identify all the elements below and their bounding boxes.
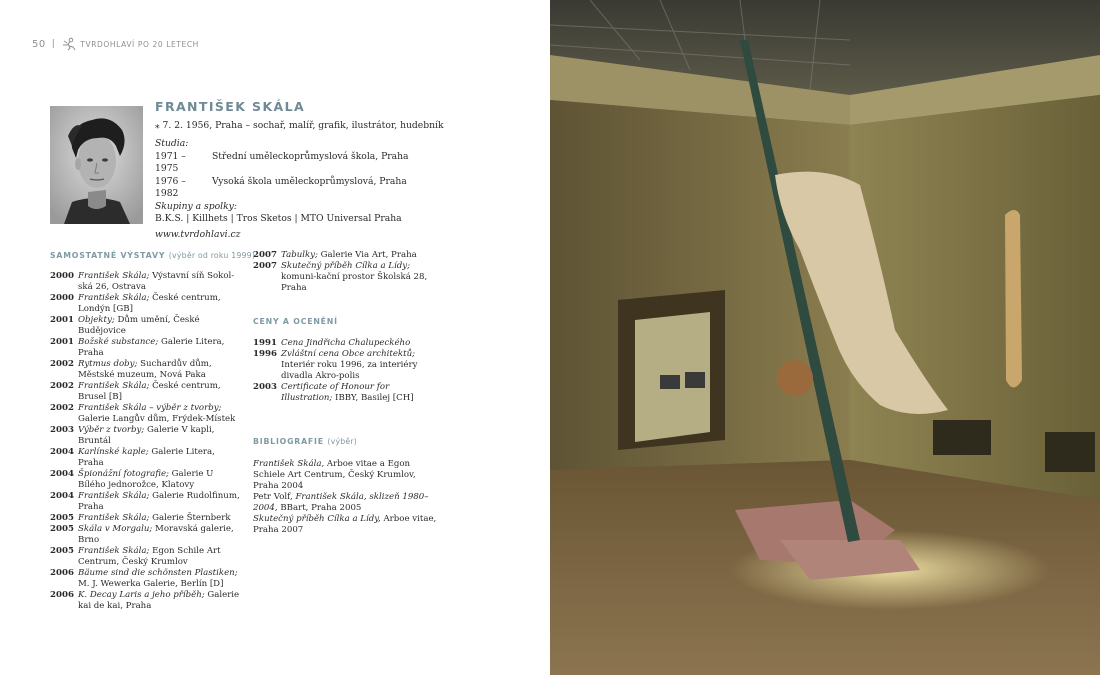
website-link[interactable]: www.tvrdohlavi.cz xyxy=(155,228,241,240)
entry-detail: Galerie Langův dům, Frýdek-Místek xyxy=(78,414,236,424)
list-item xyxy=(50,568,240,590)
running-title: TVRDOHLAVÍ PO 20 LETECH xyxy=(80,39,199,49)
study-years: 1971 – 1975 xyxy=(155,150,186,174)
entry-text xyxy=(78,491,240,513)
entry-detail: Galerie Litera, Praha xyxy=(78,337,225,358)
entry-year: 2004 xyxy=(50,491,74,501)
entry-title: František Skála; xyxy=(78,546,150,556)
entry-year: 2002 xyxy=(50,381,74,391)
entry-title: František Skála; xyxy=(78,271,150,281)
entry-title: Skutečný příběh Cílka a Lídy, xyxy=(253,514,381,524)
solo-exhibitions-heading xyxy=(50,251,255,260)
entry-detail: BBart, Praha 2005 xyxy=(277,503,362,513)
entry-detail: Galerie Rudolfinum, Praha xyxy=(78,491,240,512)
list-item xyxy=(50,447,240,469)
list-item xyxy=(50,491,240,513)
entry-title: Skála v Morgalu; xyxy=(78,524,153,534)
list-item xyxy=(50,524,240,546)
list-item xyxy=(50,359,240,381)
list-item xyxy=(253,459,443,492)
entry-detail: Dům umění, České Budějovice xyxy=(78,315,200,336)
list-item xyxy=(253,338,443,349)
study-school: Vysoká škola uměleckoprůmyslová, Praha xyxy=(212,175,407,187)
entry-text xyxy=(281,382,443,404)
running-figure-logo-icon xyxy=(61,37,77,51)
entry-year: 2001 xyxy=(50,315,74,325)
entry-text xyxy=(78,590,240,612)
gallery-installation-photo xyxy=(550,0,1100,675)
entry-text xyxy=(78,425,240,447)
entry-title: Karlínské kaple; xyxy=(78,447,149,457)
list-item xyxy=(253,349,443,382)
entry-detail: Galerie Litera, Praha xyxy=(78,447,215,468)
page-number: 50 xyxy=(32,38,46,50)
entry-title: Certificate of Honour for Illustration; xyxy=(281,382,390,403)
entry-text xyxy=(281,338,443,349)
entry-title: Bäume sind die schönsten Plastiken; xyxy=(78,568,238,578)
entry-text xyxy=(78,403,240,425)
entry-detail: Výstavní síň Sokol-ská 26, Ostrava xyxy=(78,271,235,292)
entry-year: 2007 xyxy=(253,250,277,260)
entry-year: 2002 xyxy=(50,403,74,413)
list-item xyxy=(50,590,240,612)
list-item xyxy=(253,261,443,294)
entry-detail: komuni-kační prostor Školská 28, Praha xyxy=(281,272,428,293)
entry-text xyxy=(78,568,240,590)
entry-title: František Skála; xyxy=(78,491,150,501)
study-years: 1976 – 1982 xyxy=(155,175,186,199)
entry-year: 2003 xyxy=(50,425,74,435)
entry-title: K. Decay Laris a jeho příběh; xyxy=(78,590,205,600)
entry-year: 2005 xyxy=(50,546,74,556)
solo-heading-sub: (výběr od roku 1999) xyxy=(168,251,256,260)
entry-title: Cena Jindřicha Chalupeckého xyxy=(281,338,411,348)
entry-detail: Arboe vitae, Praha 2007 xyxy=(253,514,437,535)
header-separator: | xyxy=(51,39,56,49)
artist-bio xyxy=(155,101,535,241)
entry-title: František Skála, xyxy=(253,459,325,469)
entry-detail: České centrum, Londýn [GB] xyxy=(78,293,221,314)
entry-year: 2005 xyxy=(50,513,74,523)
entry-year: 2005 xyxy=(50,524,74,534)
entry-text xyxy=(78,293,240,315)
entry-year: 2003 xyxy=(253,382,277,392)
entry-title: František Skála; xyxy=(78,381,150,391)
awards-heading xyxy=(253,317,338,326)
entry-detail: Galerie kai de kai, Praha xyxy=(78,590,240,611)
bibliography-list xyxy=(253,459,443,536)
solo-exhibitions-list-continued xyxy=(253,250,443,294)
list-item xyxy=(50,271,240,293)
entry-title: Objekty; xyxy=(78,315,115,325)
list-item xyxy=(50,293,240,315)
list-item xyxy=(50,381,240,403)
entry-text xyxy=(78,524,240,546)
list-item xyxy=(50,403,240,425)
entry-year: 1996 xyxy=(253,349,277,359)
entry-year: 2000 xyxy=(50,271,74,281)
awards-heading-text: CENY A OCENĚNÍ xyxy=(253,317,338,326)
study-row xyxy=(155,151,535,176)
entry-year: 2000 xyxy=(50,293,74,303)
artist-name: FRANTIŠEK SKÁLA xyxy=(155,99,306,114)
bibliography-heading-sub: (výběr) xyxy=(327,437,358,446)
entry-detail: Galerie Šternberk xyxy=(149,513,231,523)
study-row xyxy=(155,176,535,201)
groups-label: Skupiny a spolky: xyxy=(155,200,237,212)
entry-detail: IBBY, Basilej [CH] xyxy=(332,393,414,403)
list-item xyxy=(50,425,240,447)
entry-detail: České centrum, Brusel [B] xyxy=(78,381,221,402)
entry-text xyxy=(78,381,240,403)
entry-detail: Galerie U Bílého jednorožce, Klatovy xyxy=(78,469,214,490)
entry-title: Božské substance; xyxy=(78,337,159,347)
list-item xyxy=(253,250,443,261)
list-item xyxy=(50,469,240,491)
entry-detail: M. J. Wewerka Galerie, Berlín [D] xyxy=(78,579,224,589)
entry-detail: Suchardův dům, Městské muzeum, Nová Paka xyxy=(78,359,212,380)
bibliography-heading xyxy=(253,437,357,446)
running-head xyxy=(32,37,199,51)
entry-text xyxy=(78,271,240,293)
groups-list: B.K.S. | Killhets | Tros Sketos | MTO Universal Praha xyxy=(155,213,402,224)
entry-year: 2004 xyxy=(50,469,74,479)
entry-year: 2004 xyxy=(50,447,74,457)
entry-title: František Skála, sklizeň 1980–2004, xyxy=(253,492,429,513)
entry-year: 2001 xyxy=(50,337,74,347)
entry-title: František Skála – výběr z tvorby; xyxy=(78,403,222,413)
entry-detail: Interiér roku 1996, za interiéry divadla Akro-polis xyxy=(281,360,418,381)
studies-label: Studia: xyxy=(155,138,189,149)
entry-detail: Moravská galerie, Brno xyxy=(78,524,234,545)
list-item xyxy=(253,514,443,536)
entry-title: František Skála; xyxy=(78,293,150,303)
study-school: Střední uměleckoprůmyslová škola, Praha xyxy=(212,150,409,162)
entry-text xyxy=(281,349,443,382)
bibliography-heading-text: BIBLIOGRAFIE xyxy=(253,437,324,446)
entry-text xyxy=(78,315,240,337)
entry-title: Skutečný příběh Cílka a Lídy; xyxy=(281,261,411,271)
entry-detail: Egon Schile Art Centrum, Český Krumlov xyxy=(78,546,221,567)
entry-year: 2006 xyxy=(50,568,74,578)
list-item xyxy=(50,337,240,359)
artist-portrait-photo xyxy=(50,106,143,224)
list-item xyxy=(50,513,240,524)
entry-title: Tabulky; xyxy=(281,250,318,260)
solo-heading-text: SAMOSTATNÉ VÝSTAVY xyxy=(50,251,166,260)
entry-text xyxy=(78,546,240,568)
entry-detail: Galerie V kapli, Bruntál xyxy=(78,425,215,446)
entry-text xyxy=(78,359,240,381)
entry-text xyxy=(78,337,240,359)
entry-text xyxy=(78,469,240,491)
entry-title: Zvláštní cena Obce architektů; xyxy=(281,349,416,359)
entry-author: Petr Volf, xyxy=(253,492,296,502)
entry-title: Výběr z tvorby; xyxy=(78,425,145,435)
entry-detail: Arboe vitae a Egon Schiele Art Centrum, Český Krumlov, Praha 2004 xyxy=(253,459,416,491)
entry-text xyxy=(78,513,240,524)
entry-text xyxy=(78,447,240,469)
list-item xyxy=(50,546,240,568)
awards-list xyxy=(253,338,443,404)
entry-title: Špionážní fotografie; xyxy=(78,469,169,479)
entry-text xyxy=(281,261,443,294)
solo-exhibitions-list xyxy=(50,271,240,612)
list-item xyxy=(253,492,443,514)
entry-title: Rytmus doby; xyxy=(78,359,138,369)
birth-line: ⁎ 7. 2. 1956, Praha – sochař, malíř, grafik, ilustrátor, hudebník xyxy=(155,119,444,131)
list-item xyxy=(50,315,240,337)
entry-title: František Skála; xyxy=(78,513,150,523)
entry-year: 1991 xyxy=(253,338,277,348)
entry-year: 2006 xyxy=(50,590,74,600)
entry-year: 2002 xyxy=(50,359,74,369)
entry-text xyxy=(281,250,443,261)
entry-detail: Galerie Via Art, Praha xyxy=(317,250,417,260)
list-item xyxy=(253,382,443,404)
entry-year: 2007 xyxy=(253,261,277,271)
